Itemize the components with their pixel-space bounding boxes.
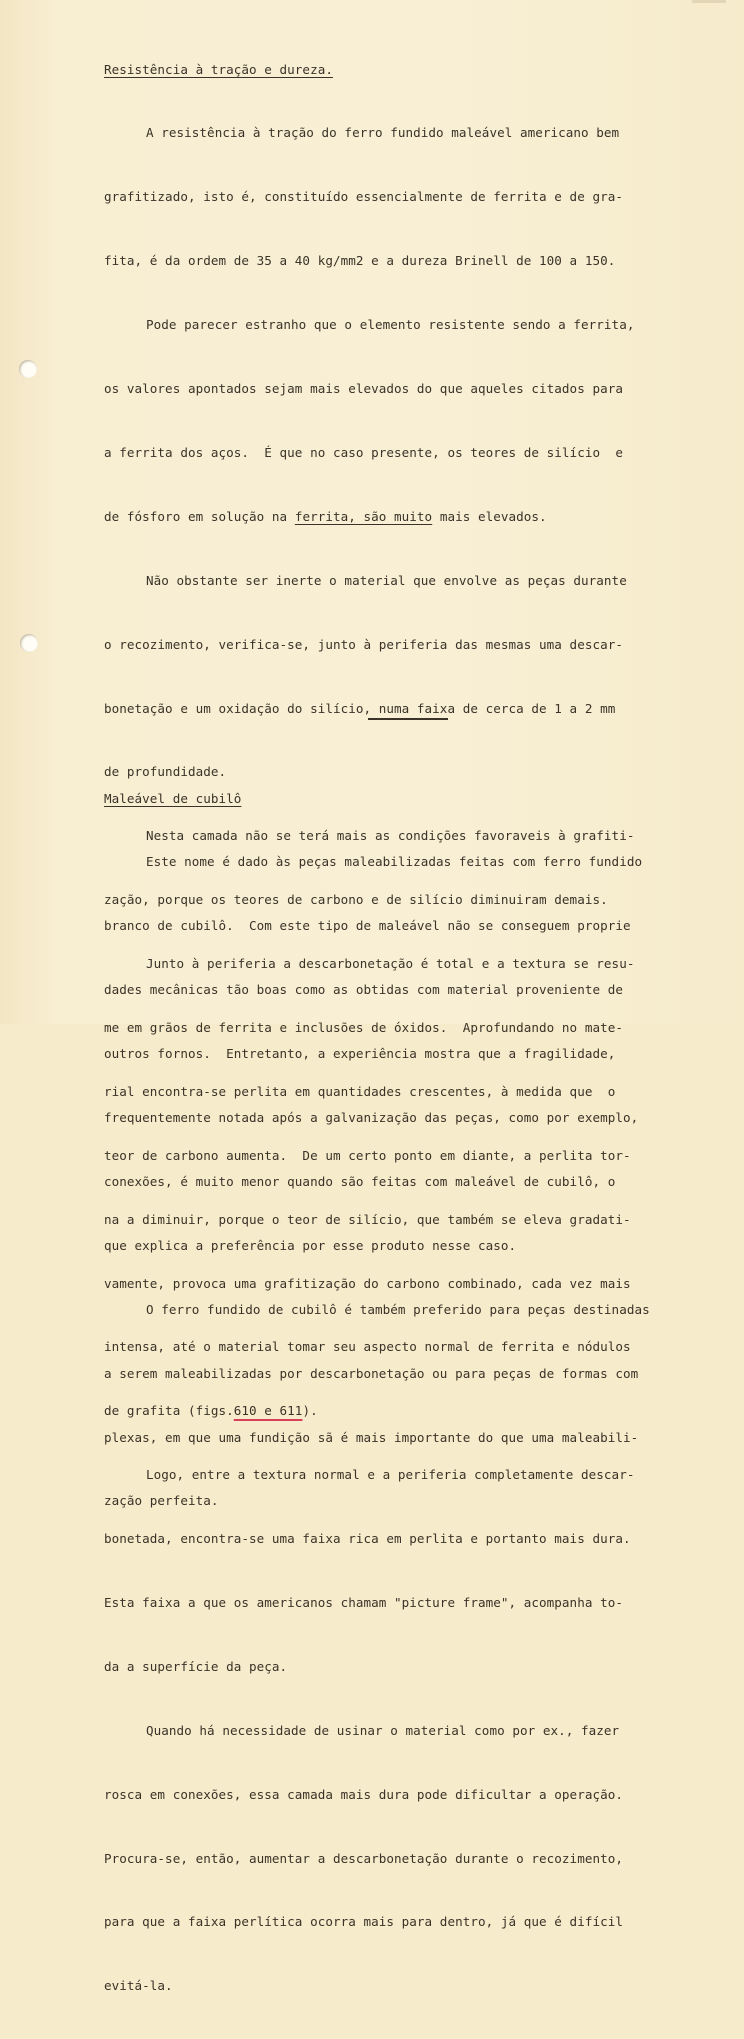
text-line: os valores apontados sejam mais elevados do que aqueles citados para — [104, 381, 623, 397]
section-heading: Resistência à tração e dureza. — [104, 61, 333, 77]
text-line: plexas, em que uma fundição sã é mais importante do que uma maleabili- — [104, 1429, 639, 1445]
text-line: vamente, provoca uma grafitização do carbono combinado, cada vez mais — [104, 1275, 631, 1291]
text-line: Nesta camada não se terá mais as condições favoraveis à grafiti- — [146, 828, 635, 844]
text-line: da a superfície da peça. — [104, 1658, 288, 1674]
text-line: rial encontra-se perlita em quantidades crescentes, à medida que o — [104, 1083, 616, 1099]
text-line: na a diminuir, porque o teor de silício, que também se eleva gradati- — [104, 1211, 631, 1227]
text-line: evitá-la. — [104, 1978, 173, 1994]
text-fragment: de fósforo em solução na — [104, 508, 295, 524]
underlined-phrase: ferrita, são muito — [294, 508, 433, 524]
text-line: Procura-se, então, aumentar a descarbonetação durante o recozimento, — [104, 1850, 623, 1866]
text-line: outros fornos. Entretanto, a experiência mostra que a fragilidade, — [104, 1046, 616, 1062]
text-line: branco de cubilô. Com este tipo de maleável não se conseguem proprie — [104, 918, 631, 934]
text-line: fita, é da ordem de 35 a 40 kg/mm2 e a dureza Brinell de 100 a 150. — [104, 253, 616, 269]
text-line: a serem maleabilizadas por descarbonetação ou para peças de formas com — [104, 1365, 639, 1381]
section-maleavel-cubilo — [104, 745, 734, 1554]
text-line: grafitizado, isto é, constituído essencialmente de ferrita e de gra- — [104, 189, 623, 205]
section-heading: Maleável de cubilô — [104, 790, 242, 806]
text-line: conexões, é muito menor quando são feitas com maleável de cubilô, o — [104, 1173, 616, 1189]
text-fragment: ). — [302, 1403, 318, 1419]
text-line: A resistência à tração do ferro fundido maleável americano bem — [146, 125, 620, 141]
text-line: frequentemente notada após a galvanização das peças, como por exemplo, — [104, 1110, 639, 1126]
text-line: Este nome é dado às peças maleabilizadas feitas com ferro fundido — [146, 854, 643, 870]
text-line: para que a faixa perlítica ocorra mais para dentro, já que é difícil — [104, 1914, 623, 1930]
text-line: teor de carbono aumenta. De um certo ponto em diante, a perlita tor- — [104, 1147, 631, 1163]
text-line: que explica a preferência por esse produto nesse caso. — [104, 1237, 517, 1253]
text-fragment: de grafita (figs. — [104, 1403, 234, 1419]
text-line: Pode parecer estranho que o elemento resistente sendo a ferrita, — [146, 317, 635, 333]
text-line: dades mecânicas tão boas como as obtidas com material proveniente de — [104, 982, 623, 998]
text-fragment: mais elevados. — [432, 508, 547, 524]
text-line: O ferro fundido de cubilô é também preferido para peças destinadas — [146, 1301, 650, 1317]
punch-hole-top — [19, 360, 37, 378]
text-line: rosca em conexões, essa camada mais dura pode dificultar a operação. — [104, 1786, 623, 1802]
text-line: zação, porque os teores de carbono e de silício diminuiram demais. — [104, 892, 608, 908]
text-line: me em grãos de ferrita e inclusões de óxidos. Aprofundando no mate- — [104, 1019, 623, 1035]
text-line: o recozimento, verifica-se, junto à periferia das mesmas uma descar- — [104, 636, 623, 652]
text-line: bonetação e um oxidação do silício, numa faixa de cerca de 1 a 2 mm — [104, 700, 616, 716]
text-line: intensa, até o material tomar seu aspecto normal de ferrita e nódulos — [104, 1339, 631, 1355]
text-line: a ferrita dos aços. É que no caso presente, os teores de silício e — [104, 444, 623, 460]
text-line: de profundidade. — [104, 764, 227, 780]
text-line: Quando há necessidade de usinar o material como por ex., fazer — [146, 1722, 620, 1738]
page-number-cropped — [692, 0, 726, 3]
text-line: Logo, entre a textura normal e a periferia completamente descar- — [146, 1467, 635, 1483]
text-line: Junto à periferia a descarbonetação é total e a textura se resu- — [146, 956, 635, 972]
text-line: Esta faixa a que os americanos chamam "picture frame", acompanha to- — [104, 1594, 623, 1610]
text-line: bonetada, encontra-se uma faixa rica em perlita e portanto mais dura. — [104, 1531, 631, 1547]
figure-reference: 610 e 611 — [233, 1403, 303, 1419]
text-line-composite — [104, 506, 734, 527]
punch-hole-bottom — [20, 634, 38, 652]
text-line: zação perfeita. — [104, 1493, 219, 1509]
section-divider — [368, 718, 448, 720]
text-line: Não obstante ser inerte o material que envolve as peças durante — [146, 572, 627, 588]
